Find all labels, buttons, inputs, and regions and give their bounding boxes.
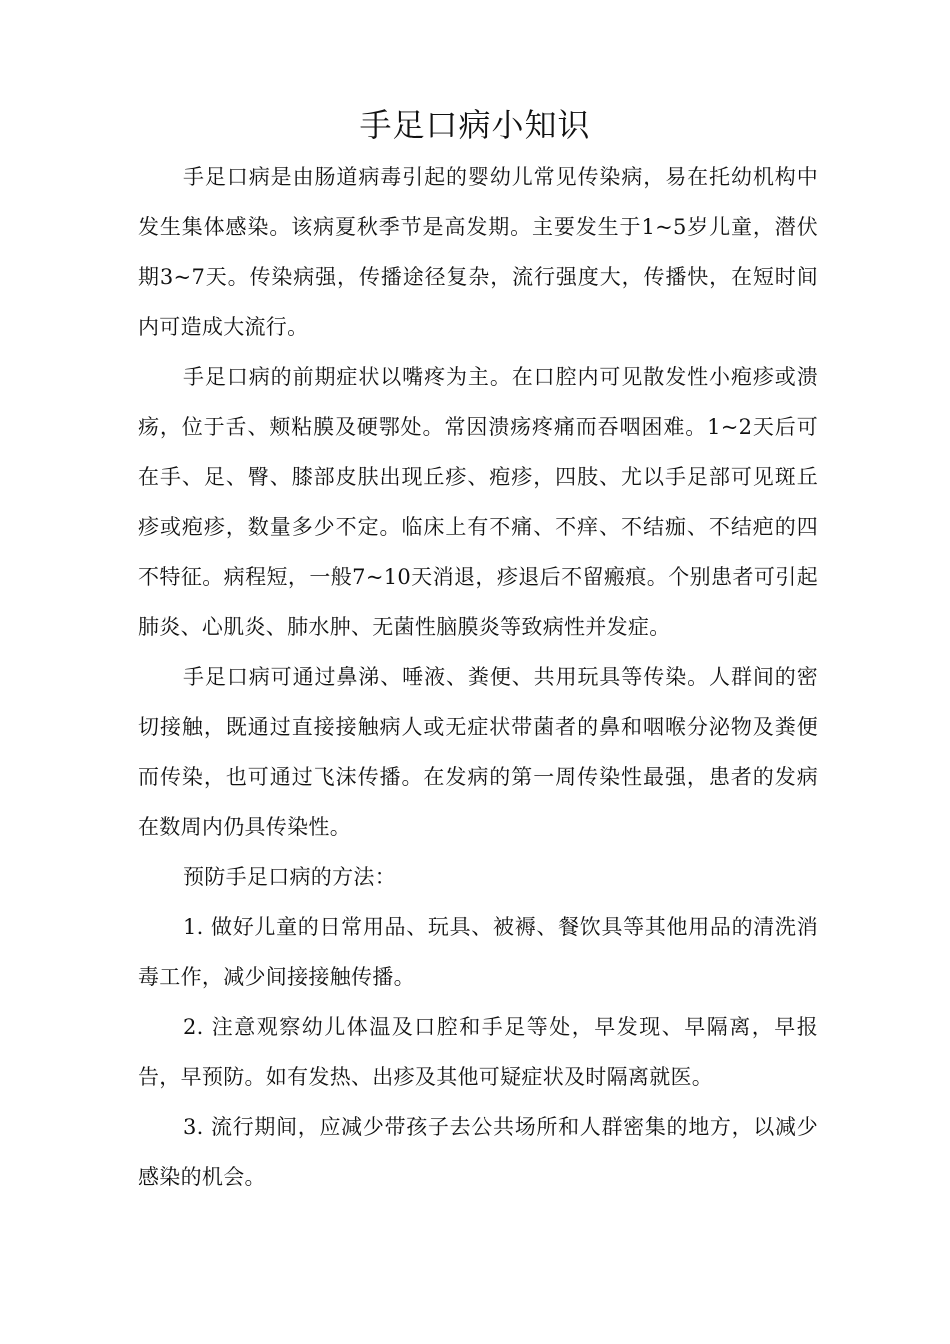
paragraph-transmission: 手足口病可通过鼻涕、唾液、粪便、共用玩具等传染。人群间的密切接触，既通过直接接触病人或无症状带菌者的鼻和咽喉分泌物及粪便而传染，也可通过飞沫传播。在发病的第一周传染性最强，患者的发病在数周内仍具传染性。 <box>138 665 818 839</box>
paragraph-symptoms: 手足口病的前期症状以嘴疼为主。在口腔内可见散发性小疱疹或溃疡，位于舌、颊粘膜及硬鄂处。常因溃疡疼痛而吞咽困难。1~2天后可在手、足、臀、膝部皮肤出现丘疹、疱疹，四肢、尤以手足部可见斑丘疹或疱疹，数量多少不定。临床上有不痛、不痒、不结痂、不结疤的四不特征。病程短，一般7~10天消退，疹退后不留瘢痕。个别患者可引起肺炎、心肌炎、肺水肿、无菌性脑膜炎等致病性并发症。 <box>138 365 818 639</box>
paragraph-prevention-heading: 预防手足口病的方法： <box>183 865 396 889</box>
prevention-item-2: 2. 注意观察幼儿体温及口腔和手足等处，早发现、早隔离，早报告，早预防。如有发热、出疹及其他可疑症状及时隔离就医。 <box>138 1015 818 1089</box>
paragraph-introduction: 手足口病是由肠道病毒引起的婴幼儿常见传染病，易在托幼机构中发生集体感染。该病夏秋季节是高发期。主要发生于1~5岁儿童，潜伏期3~7天。传染病强，传播途径复杂，流行强度大，传播快，在短时间内可造成大流行。 <box>138 165 818 339</box>
document-body <box>138 152 818 1202</box>
prevention-item-1: 1. 做好儿童的日常用品、玩具、被褥、餐饮具等其他用品的清洗消毒工作，减少间接接触传播。 <box>138 915 818 989</box>
prevention-item-3: 3. 流行期间，应减少带孩子去公共场所和人群密集的地方，以减少感染的机会。 <box>138 1115 818 1189</box>
document-title: 手足口病小知识 <box>359 106 591 144</box>
